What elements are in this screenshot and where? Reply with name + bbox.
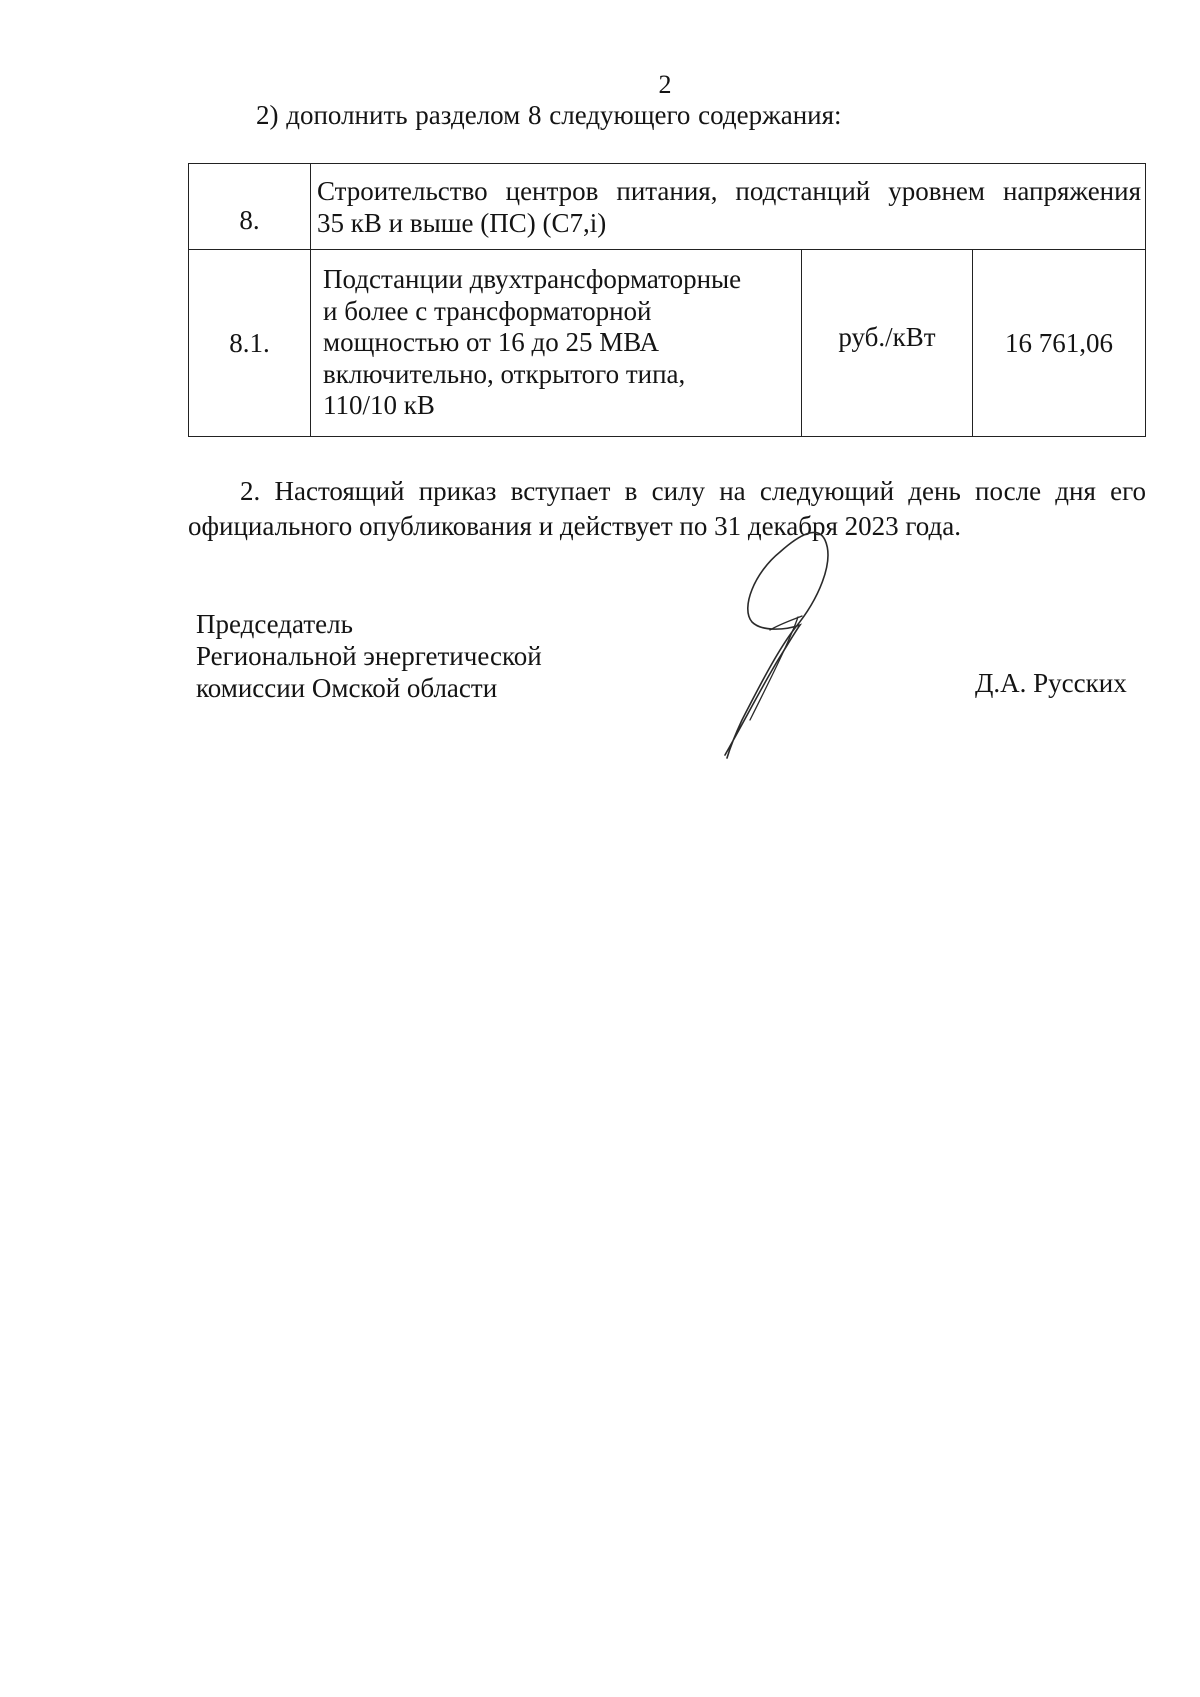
section-title-cell (311, 164, 1146, 250)
page-number: 2 (658, 70, 672, 99)
signer-title-line: комиссии Омской области (196, 673, 498, 703)
item-description-line: включительно, открытого типа, (323, 358, 686, 389)
item-value: 16 761,06 (1005, 327, 1113, 358)
section-title-line-1: Строительство центров питания, подстанций уровнем напряжения (317, 175, 1141, 206)
table-row-item (189, 250, 1146, 437)
item-description-line: и более с трансформаторной (323, 295, 652, 326)
item-value-cell (973, 250, 1146, 437)
signer-title-line: Региональной энергетической (196, 641, 542, 671)
item-description-line: мощностью от 16 до 25 МВА (323, 327, 660, 358)
section-number: 8. (239, 205, 260, 235)
amendment-table (188, 163, 1146, 437)
section-title-line-2: 35 кВ и выше (ПС) (С7,i) (317, 207, 607, 238)
amendment-intro: 2) дополнить разделом 8 следующего содержания: (256, 100, 842, 130)
item-description-line: Подстанции двухтрансформаторные (323, 264, 742, 295)
section-number-cell (189, 164, 311, 250)
item-number: 8.1. (229, 327, 270, 358)
item-unit-cell (802, 250, 973, 437)
signer-title (196, 608, 542, 704)
handwritten-signature (700, 520, 900, 770)
table-row-section (189, 164, 1146, 250)
item-description-cell (311, 250, 802, 437)
item-description-line: 110/10 кВ (323, 390, 435, 421)
signer-name: Д.А. Русских (975, 668, 1127, 698)
effective-date-paragraph: 2. Настоящий приказ вступает в силу на следующий день после дня его официального опубликования и действует по 31 декабря 2023 года. (188, 476, 1146, 541)
item-number-cell (189, 250, 311, 437)
signer-title-line: Председатель (196, 609, 353, 639)
item-unit: руб./кВт (838, 321, 936, 352)
